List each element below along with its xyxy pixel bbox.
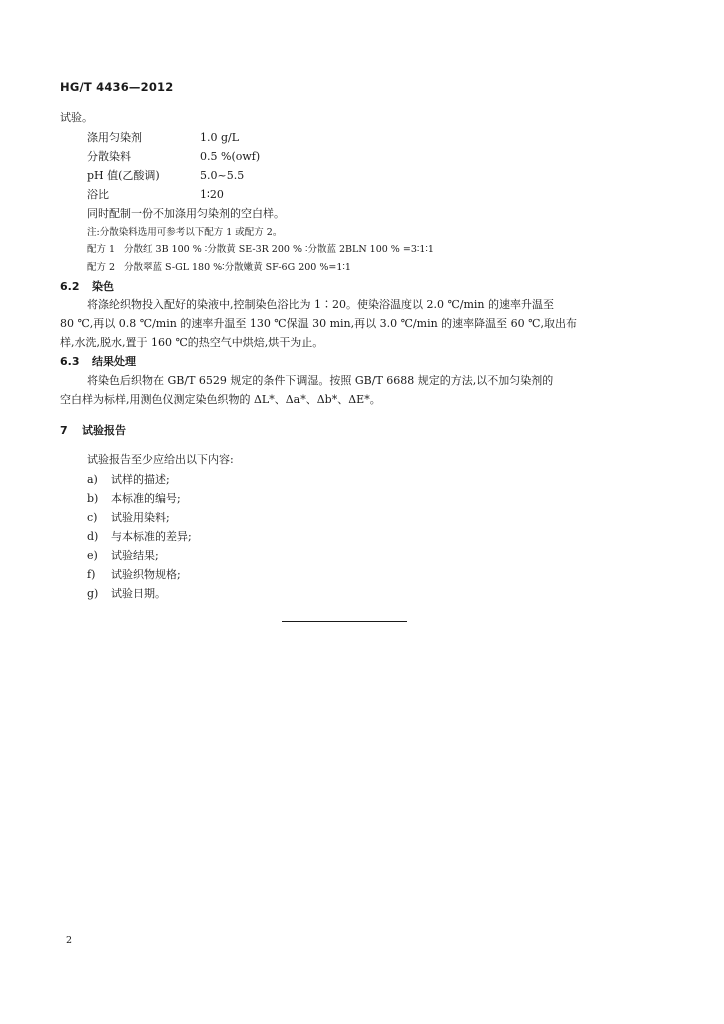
- intro-text: 试验。: [60, 111, 93, 124]
- section-number: 7: [60, 424, 68, 437]
- list-marker: a): [87, 473, 98, 486]
- section-title: 试验报告: [82, 424, 126, 437]
- list-marker: c): [87, 511, 98, 524]
- list-item: 试验织物规格;: [111, 568, 181, 581]
- param-name: 涤用匀染剂: [87, 131, 142, 144]
- report-intro: 试验报告至少应给出以下内容:: [87, 453, 234, 466]
- list-marker: g): [87, 587, 99, 600]
- list-item: 试验用染料;: [111, 511, 170, 524]
- section-title: 染色: [92, 280, 114, 293]
- recipe-label: 配方 1: [87, 244, 116, 255]
- recipe-text: 分散红 3B 100 % ∶分散黄 SE-3R 200 % ∶分散蓝 2BLN 100 % =3∶1∶1: [124, 244, 434, 255]
- param-value: 1∶20: [200, 188, 224, 201]
- param-value: 0.5 %(owf): [200, 150, 261, 163]
- paragraph-line: 样,水洗,脱水,置于 160 ℃的热空气中烘焙,烘干为止。: [60, 336, 324, 349]
- list-marker: e): [87, 549, 98, 562]
- note-text: 注:分散染料选用可参考以下配方 1 或配方 2。: [87, 227, 283, 238]
- recipe-text: 分散翠蓝 S-GL 180 %∶分散嫩黄 SF-6G 200 %=1∶1: [124, 262, 351, 273]
- section-title: 结果处理: [92, 355, 136, 368]
- blank-sample-text: 同时配制一份不加涤用匀染剂的空白样。: [87, 207, 285, 220]
- param-value: 1.0 g/L: [200, 131, 240, 144]
- list-marker: b): [87, 492, 99, 505]
- list-item: 试样的描述;: [111, 473, 170, 486]
- param-value: 5.0~5.5: [200, 169, 245, 182]
- paragraph-line: 将涤纶织物投入配好的染液中,控制染色浴比为 1∶20。使染浴温度以 2.0 ℃/min 的速率升温至: [87, 298, 555, 311]
- param-name: 浴比: [87, 188, 109, 201]
- list-item: 与本标准的差异;: [111, 530, 192, 543]
- list-item: 试验结果;: [111, 549, 159, 562]
- paragraph-line: 将染色后织物在 GB/T 6529 规定的条件下调湿。按照 GB/T 6688 规定的方法,以不加匀染剂的: [87, 374, 554, 387]
- page-number: 2: [66, 935, 73, 946]
- list-item: 试验日期。: [111, 587, 166, 600]
- end-rule: [282, 621, 407, 622]
- paragraph-line: 80 ℃,再以 0.8 ℃/min 的速率升温至 130 ℃保温 30 min,再以 3.0 ℃/min 的速率降温至 60 ℃,取出布: [60, 317, 577, 330]
- section-number: 6.2: [60, 280, 80, 293]
- param-name: 分散染料: [87, 150, 131, 163]
- paragraph-line: 空白样为标样,用测色仪测定染色织物的 ΔL*、Δa*、Δb*、ΔE*。: [60, 393, 381, 406]
- section-number: 6.3: [60, 355, 80, 368]
- standard-code-header: HG/T 4436—2012: [60, 80, 174, 94]
- recipe-label: 配方 2: [87, 262, 116, 273]
- list-marker: f): [87, 568, 96, 581]
- param-name: pH 值(乙酸调): [87, 169, 160, 182]
- list-item: 本标准的编号;: [111, 492, 181, 505]
- list-marker: d): [87, 530, 99, 543]
